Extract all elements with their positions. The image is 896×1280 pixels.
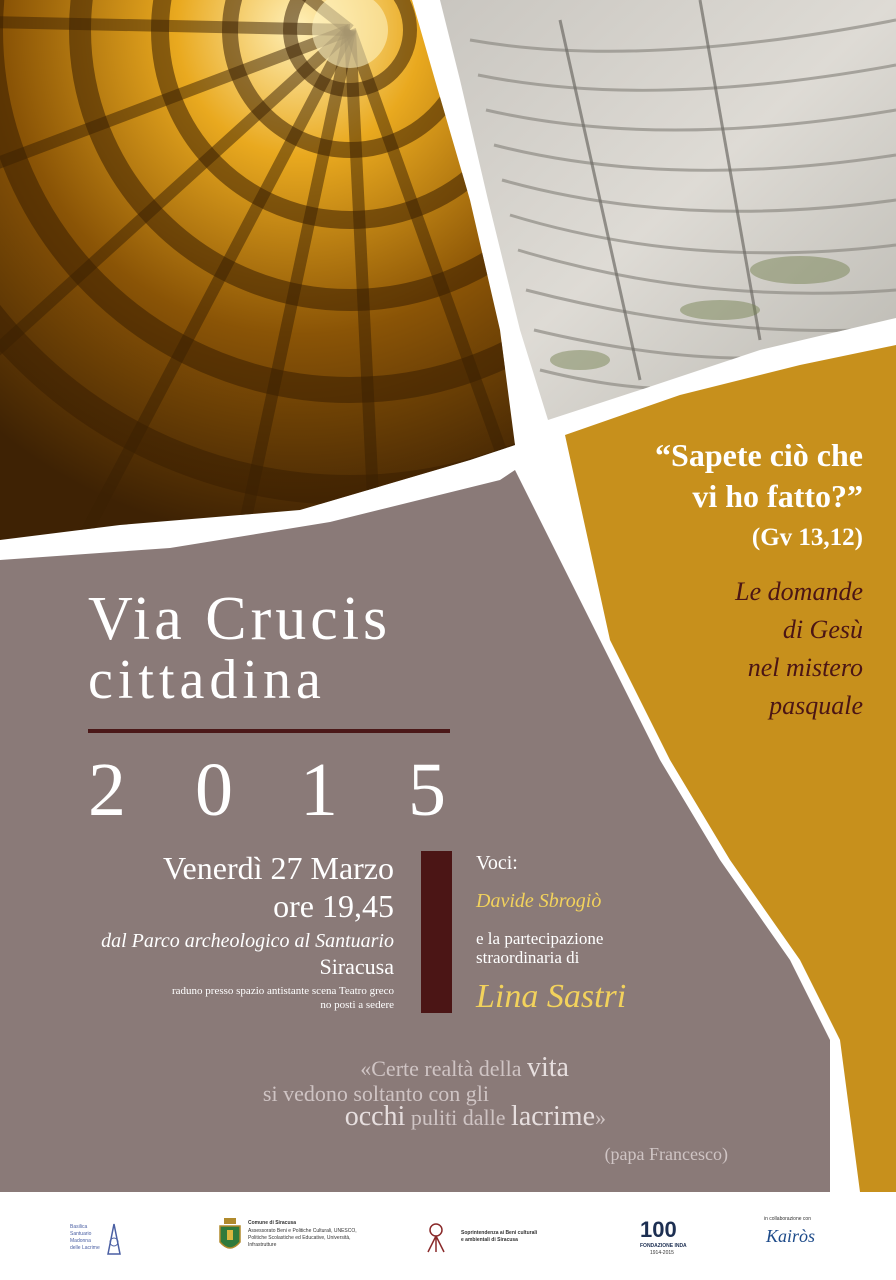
sicily-emblem-icon [425, 1220, 447, 1254]
comune-line: Infrastrutture [248, 1242, 277, 1248]
comune-line: Politiche Scolastiche ed Educative, Università, [248, 1235, 351, 1241]
gospel-quote-line-2: vi ho fatto?” [692, 478, 863, 514]
logo-soprintendenza [425, 1220, 565, 1256]
comune-line: Assessorato Beni e Politiche Culturali, UNESCO, [248, 1228, 357, 1234]
voices-with-line-1: e la partecipazione [476, 929, 604, 948]
inda-name: FONDAZIONE INDA [640, 1243, 687, 1249]
inda-years: 1914-2015 [650, 1250, 674, 1256]
pope-quote-line-2: si vedono soltanto con gli [262, 1081, 489, 1106]
gospel-sub-2: di Gesù [782, 615, 863, 644]
voices-label: Voci: [476, 852, 518, 874]
title-line-2: cittadina [88, 649, 326, 711]
divider-bar [421, 851, 452, 1013]
basilica-line: Basilica [70, 1224, 88, 1230]
logo-kairos [764, 1216, 844, 1256]
voice-name-2: Lina Sastri [476, 978, 627, 1015]
pope-quote-attribution: (papa Francesco) [604, 1144, 728, 1164]
logo-comune [218, 1218, 378, 1258]
title-rule [88, 729, 450, 733]
voices-with-line-2: straordinaria di [476, 948, 580, 967]
coat-of-arms-icon [218, 1218, 242, 1256]
basilica-line: Madonna [70, 1238, 91, 1244]
comune-title: Comune di Siracusa [248, 1220, 297, 1226]
basilica-line: Santuario [70, 1231, 92, 1237]
event-note-2: no posti a sedere [320, 999, 394, 1011]
sopr-line: e ambientali di Siracusa [461, 1237, 518, 1243]
year-digit: 1 [300, 748, 338, 832]
event-route: dal Parco archeologico al Santuario [101, 930, 394, 952]
year-digit: 2 [88, 748, 126, 832]
gospel-quote-ref: (Gv 13,12) [751, 524, 863, 551]
kairos-small-text: in collaborazione con [764, 1216, 811, 1222]
year-digit: 0 [195, 748, 233, 832]
event-time: ore 19,45 [273, 888, 394, 924]
event-note-1: raduno presso spazio antistante scena Teatro greco [172, 985, 394, 997]
title-line-1: Via Crucis [88, 585, 392, 653]
event-city: Siracusa [319, 954, 394, 979]
voice-name-1: Davide Sbrogiò [476, 890, 602, 912]
pope-quote-line-1: «Certe realtà della vita [360, 1052, 569, 1083]
event-date: Venerdì 27 Marzo [162, 850, 394, 886]
gospel-sub-4: pasquale [769, 691, 863, 720]
gospel-sub-1: Le domande [735, 577, 863, 606]
logo-inda [640, 1218, 696, 1258]
inda-number: 100 [640, 1217, 677, 1242]
year-digit: 5 [408, 748, 446, 832]
sopr-line: Soprintendenza ai Beni culturali [461, 1230, 538, 1236]
logo-basilica [70, 1218, 132, 1258]
kairos-name: Kairòs [766, 1226, 816, 1246]
basilica-line: delle Lacrime [70, 1245, 100, 1251]
pope-quote-line-3: occhi puliti dalle lacrime» [344, 1101, 606, 1132]
gospel-quote-line-1: “Sapete ciò che [655, 437, 863, 473]
gospel-sub-3: nel mistero [747, 653, 863, 682]
